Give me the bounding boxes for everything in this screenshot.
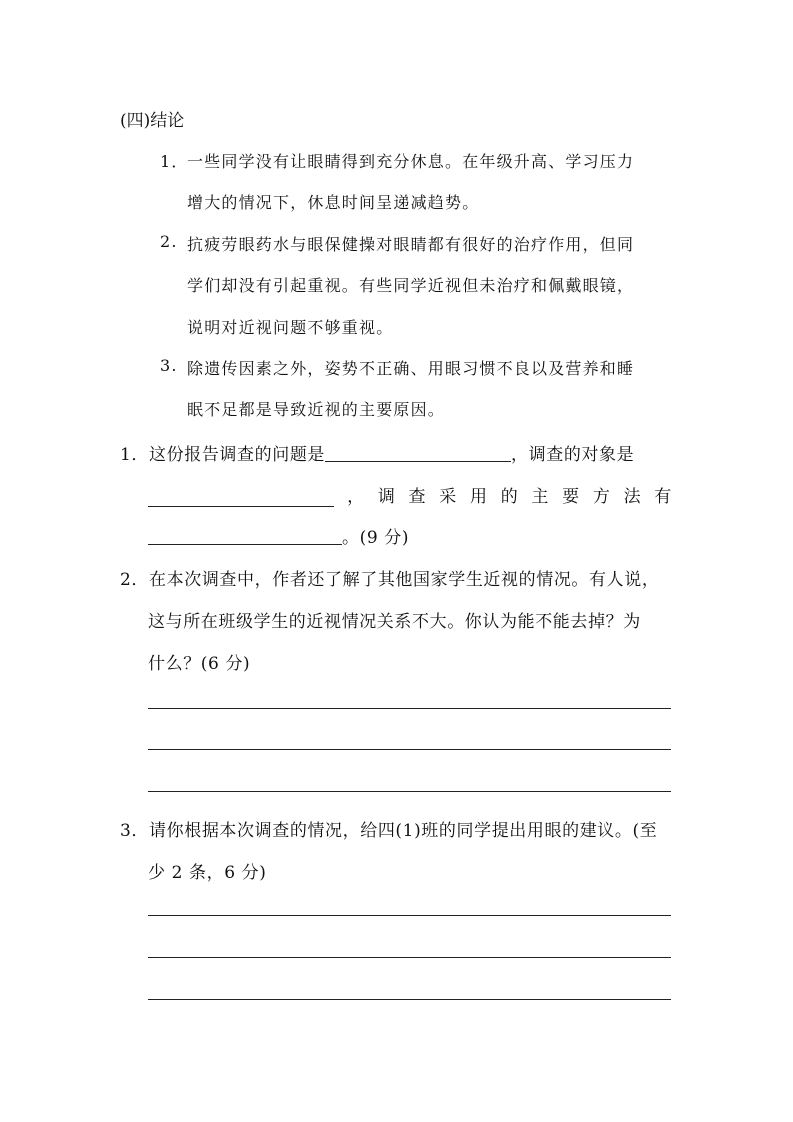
answer-line[interactable] — [148, 915, 671, 916]
question-1-line-2-row — [148, 482, 672, 507]
question-1-line-1 — [120, 440, 634, 465]
q1-char: 调 — [377, 487, 396, 507]
answer-line[interactable] — [148, 957, 671, 958]
answer-line[interactable] — [148, 749, 671, 750]
question-1-line-3 — [148, 523, 409, 548]
answer-line[interactable] — [148, 999, 671, 1000]
question-2-line-2: 这与所在班级学生的近视情况关系不大。你认为能不能去掉？为 — [148, 612, 641, 632]
answer-blank-question[interactable] — [325, 445, 511, 462]
conclusion-2-number: 2. — [160, 232, 178, 251]
answer-line[interactable] — [148, 791, 671, 792]
answer-blank-method[interactable] — [148, 528, 342, 545]
section-title: (四)结论 — [120, 111, 185, 131]
q1-char: 的 — [500, 487, 519, 507]
q1-char: ， — [347, 487, 365, 507]
conclusion-3-line-2: 眠不足都是导致近视的主要原因。 — [187, 400, 446, 419]
question-1-number: 1． — [120, 445, 150, 465]
conclusion-3-line-1: 除遗传因素之外，姿势不正确、用眼习惯不良以及营养和睡 — [187, 359, 635, 378]
question-2-number: 2． — [120, 570, 150, 590]
question-1-text-c: 。(9 分) — [342, 528, 410, 548]
question-3-number: 3． — [120, 821, 150, 841]
answer-line[interactable] — [148, 708, 671, 709]
conclusion-1-line-2: 增大的情况下，休息时间呈递减趋势。 — [187, 193, 480, 212]
question-2-line-3: 什么？(6 分) — [148, 654, 251, 674]
conclusion-3-number: 3. — [160, 356, 178, 375]
answer-blank-subject[interactable] — [148, 490, 334, 507]
question-3-line-1 — [120, 816, 657, 841]
conclusion-1-number: 1． — [160, 152, 189, 171]
conclusion-2-line-3: 说明对近视问题不够重视。 — [187, 318, 394, 337]
question-2-line-1 — [120, 565, 659, 590]
conclusion-1-line-1: 一些同学没有让眼睛得到充分休息。在年级升高、学习压力 — [187, 152, 635, 171]
q1-char: 方 — [592, 487, 611, 507]
question-1-line-2 — [148, 482, 672, 507]
q1-char: 用 — [469, 487, 488, 507]
conclusion-2-line-2: 学们却没有引起重视。有些同学近视但未治疗和佩戴眼镜， — [187, 276, 635, 295]
q1-char: 查 — [408, 487, 427, 507]
question-1-text-b: ，调查的对象是 — [511, 445, 635, 465]
question-3-line-2: 少 2 条，6 分) — [148, 863, 267, 883]
question-1-text-a: 这份报告调查的问题是 — [149, 445, 326, 465]
conclusion-2-line-1: 抗疲劳眼药水与眼保健操对眼睛都有很好的治疗作用，但同 — [187, 235, 635, 254]
q1-char: 要 — [562, 487, 580, 507]
q1-char: 采 — [439, 487, 457, 507]
q1-char: 法 — [623, 487, 642, 507]
question-3-text-1: 请你根据本次调查的情况，给四(1)班的同学提出用眼的建议。(至 — [149, 821, 658, 841]
q1-char: 主 — [531, 487, 550, 507]
q1-char: 有 — [654, 487, 672, 507]
question-2-text-1: 在本次调查中，作者还了解了其他国家学生近视的情况。有人说， — [149, 570, 660, 590]
